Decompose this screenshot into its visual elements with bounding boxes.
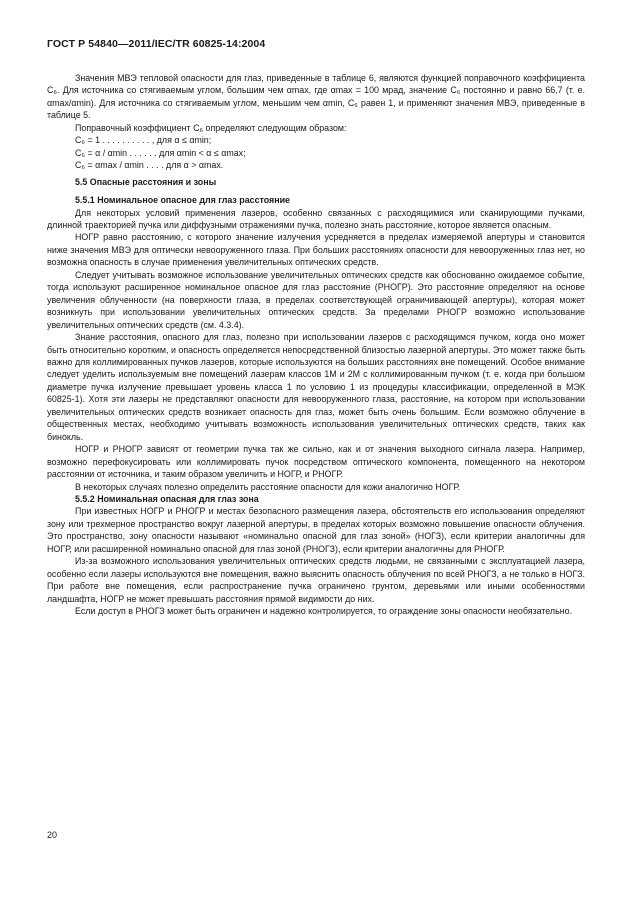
paragraph-551-3: Следует учитывать возможное использование увеличительных оптических средств как обоснованно ожидаемое событие, тогда используют расширенное номинальное опасное для глаз расстояние (РНОГР). Это расстояние определяют на основе увеличения облученности (на поверхности глаза, в пределах соответствующей ограничивающей апертуры), которая может возникнуть при использовании увеличительных оптических средств. За пределами РНОГР возможно использование увеличительных оптических средств (см. 4.3.4).: [47, 269, 585, 330]
formula-line-2: C₆ = α / αmin . . . . . . для αmin < α ≤ αmax;: [75, 147, 246, 158]
paragraph-552-2: Из-за возможного использования увеличительных оптических средств людьми, не связанными с эксплуатацией лазера, особенно если лазеры используются вне помещения, важно выяснить опасность облучения по всей РНОГЗ, а не только в НОГЗ. При работе вне помещения, если распространение пучка ограничено грунтом, деревьями или иными особенностями ландшафта, НОГР не может превышать расстояния прямой видимости до них.: [47, 556, 585, 604]
paragraph-551-1: Для некоторых условий применения лазеров, особенно связанных с расходящимися или сканирующими пучками, длинной траекторией пучка или диффузными отражениями пучка, полезно знать расстояние, которое является опасным.: [47, 207, 585, 230]
section-heading-5-5-2: 5.5.2 Номинальная опасная для глаз зона: [75, 493, 259, 504]
paragraph-551-2: НОГР равно расстоянию, с которого значение излучения усредняется в пределах измеряемой апертуры и становится ниже значения МВЭ для оптически невооруженного глаза. При больших расстояниях опасности для невооруженных глаз нет, но возможна опасность в случае применения увеличительных оптических средств.: [47, 232, 585, 268]
paragraph-551-6: В некоторых случаях полезно определить расстояние опасности для кожи аналогично НОГР.: [75, 481, 461, 492]
section-heading-5-5-1: 5.5.1 Номинальное опасное для глаз расстояние: [75, 195, 290, 206]
section-heading-5-5: 5.5 Опасные расстояния и зоны: [75, 176, 217, 187]
formula-line-3: C₆ = αmax / αmin . . . . для α > αmax.: [75, 160, 224, 171]
paragraph-intro-2: Поправочный коэффициент C₆ определяют следующим образом:: [75, 122, 347, 133]
paragraph-552-3: Если доступ в РНОГЗ может быть ограничен и надежно контролируется, то ограждение зоны опасности необязательно.: [75, 606, 573, 617]
paragraph-552-1: При известных НОГР и РНОГР и местах безопасного размещения лазера, обстоятельств его использования определяют зону или трехмерное пространство вокруг лазерной апертуры, в пределах которых возможно повышение опасности облучения. Это пространство, зону опасности называют «номинально опасной для глаз зоной» (НОГЗ), если критерии аналогичны для НОГР, или расширенной номинально опасной для глаз зоной (РНОГЗ), если критерии аналогичны для РНОГР.: [47, 506, 585, 554]
page-number: 20: [47, 830, 58, 840]
document-header: ГОСТ Р 54840—2011/IEC/TR 60825-14:2004: [47, 38, 266, 50]
paragraph-intro-1: Значения МВЭ тепловой опасности для глаз, приведенные в таблице 6, являются функцией поправочного коэффициента C₆. Для источника со стягиваемым углом, большим чем αmax, где αmax = 100 мрад, значение C₆ постоянно и равно 66,7 (т. е. αmax/αmin). Для источника со стягиваемым углом, меньшим чем αmin, C₆ равен 1, и применяют значения МВЭ, приведенные в таблице 5.: [47, 73, 585, 121]
document-body: [47, 72, 585, 617]
paragraph-551-4: Знание расстояния, опасного для глаз, полезно при использовании лазеров с расходящимся пучком, когда оно может быть относительно коротким, и опасность определяется непосредственной близостью лазерной апертуры. Это может также быть важно для коллимированных пучков лазеров, которые используются на больших расстояниях вне помещений. Особое внимание следует уделить используемым вне помещений лазерам классов 1M и 2M с коллимированным пучком (т. е. когда при большом диаметре пучка излучение превышает уровень класса 1 по условию 1 из процедуры классификации, определенной в МЭК 60825-1). Хотя эти лазеры не представляют опасности для невооруженного глаза, расстояние, на котором при использовании увеличительных оптических средств возникает опасность для глаз, может быть очень большим. Если возможно облучение в общественных местах, необходимо учитывать возможность использования увеличительных оптических средств, таких как бинокль.: [47, 332, 585, 442]
formula-line-1: C₆ = 1 . . . . . . . . . . , для α ≤ αmin;: [75, 135, 212, 146]
paragraph-551-5: НОГР и РНОГР зависят от геометрии пучка так же сильно, как и от значения выходного сигнала лазера. Например, возможно перефокусировать или коллимировать пучок посредством оптического компонента, помещенного на некотором расстоянии от источника, и таким образом увеличить и НОГР, и РНОГР.: [47, 444, 585, 480]
